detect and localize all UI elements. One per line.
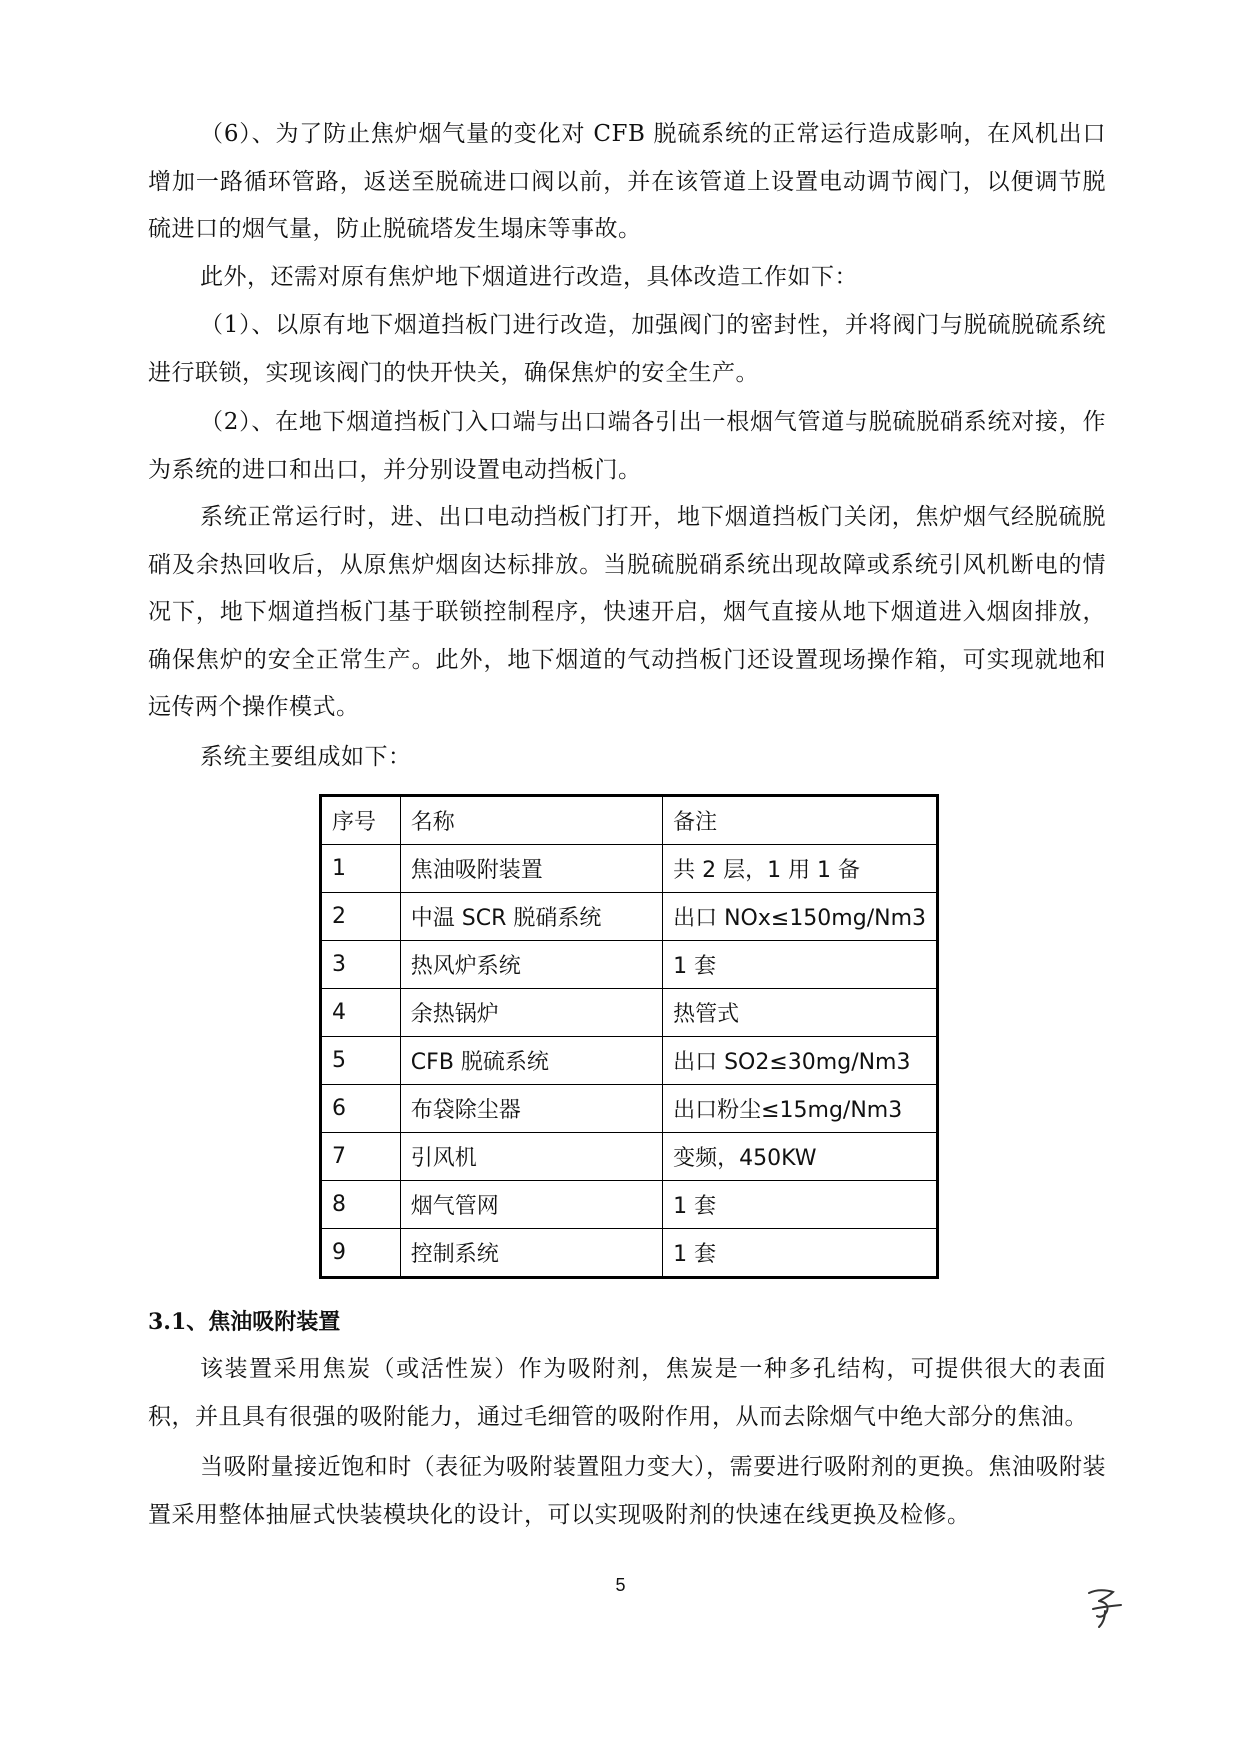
- table-cell: 7: [321, 1133, 401, 1181]
- table-row: [321, 1133, 938, 1181]
- table-row: [321, 845, 938, 893]
- handwritten-signature-icon: [1083, 1585, 1129, 1631]
- table-cell: 热风炉系统: [400, 941, 662, 989]
- page-number: 5: [615, 1575, 626, 1595]
- table-cell: 布袋除尘器: [400, 1085, 662, 1133]
- paragraph-table-intro: 系统主要组成如下：: [200, 744, 412, 770]
- paragraph-normal-operation: 系统正常运行时，进、出口电动挡板门打开，地下烟道挡板门关闭，焦炉烟气经脱硫脱硝及余热回收后，从原焦炉烟囱达标排放。当脱硫脱硝系统出现故障或系统引风机断电的情况下，地下烟道挡板门基于联锁控制程序，快速开启，烟气直接从地下烟道进入烟囱排放，确保焦炉的安全正常生产。此外，地下烟道的气动挡板门还设置现场操作箱，可实现就地和远传两个操作模式。: [148, 504, 1106, 720]
- table-row: [321, 1037, 938, 1085]
- table-header-row: [321, 796, 938, 845]
- table-cell: 1: [321, 845, 401, 893]
- table-cell: 余热锅炉: [400, 989, 662, 1037]
- table-row: [321, 941, 938, 989]
- section-heading: 3.1、焦油吸附装置: [148, 1309, 341, 1335]
- table-cell: 出口 NOx≤150mg/Nm3: [663, 893, 938, 941]
- paragraph-adsorbent-replacement: 当吸附量接近饱和时（表征为吸附装置阻力变大），需要进行吸附剂的更换。焦油吸附装置采用整体抽屉式快装模块化的设计，可以实现吸附剂的快速在线更换及检修。: [148, 1454, 1106, 1528]
- table-cell: CFB 脱硫系统: [400, 1037, 662, 1085]
- table-cell: 控制系统: [400, 1229, 662, 1278]
- paragraph-damper-modification: （1）、以原有地下烟道挡板门进行改造，加强阀门的密封性，并将阀门与脱硫脱硫系统进行联锁，实现该阀门的快开快关，确保焦炉的安全生产。: [148, 312, 1106, 386]
- table-cell: 9: [321, 1229, 401, 1278]
- table-row: [321, 1229, 938, 1278]
- table-cell: 8: [321, 1181, 401, 1229]
- table-cell: 变频，450KW: [663, 1133, 938, 1181]
- table-cell: 5: [321, 1037, 401, 1085]
- table-row: [321, 893, 938, 941]
- table-cell: 烟气管网: [400, 1181, 662, 1229]
- table-cell: 4: [321, 989, 401, 1037]
- table-cell: 共 2 层，1 用 1 备: [663, 845, 938, 893]
- table-header-cell: 序号: [321, 796, 401, 845]
- table-row: [321, 1181, 938, 1229]
- table-cell: 6: [321, 1085, 401, 1133]
- paragraph-adsorbent: 该装置采用焦炭（或活性炭）作为吸附剂，焦炭是一种多孔结构，可提供很大的表面积，并且具有很强的吸附能力，通过毛细管的吸附作用，从而去除烟气中绝大部分的焦油。: [148, 1356, 1106, 1430]
- paragraph-flue-gas-pipe: （2）、在地下烟道挡板门入口端与出口端各引出一根烟气管道与脱硫脱硝系统对接，作为系统的进口和出口，并分别设置电动挡板门。: [148, 409, 1106, 483]
- system-components-table: [319, 794, 939, 1279]
- table-header-cell: 备注: [663, 796, 938, 845]
- table-row: [321, 1085, 938, 1133]
- table-cell: 1 套: [663, 1181, 938, 1229]
- table-cell: 出口粉尘≤15mg/Nm3: [663, 1085, 938, 1133]
- table-cell: 热管式: [663, 989, 938, 1037]
- paragraph-circulation-pipe: （6）、为了防止焦炉烟气量的变化对 CFB 脱硫系统的正常运行造成影响，在风机出口增加一路循环管路，返送至脱硫进口阀以前，并在该管道上设置电动调节阀门，以便调节脱硫进口的烟气量，防止脱硫塔发生塌床等事故。: [148, 121, 1106, 242]
- table-cell: 中温 SCR 脱硝系统: [400, 893, 662, 941]
- table-cell: 1 套: [663, 941, 938, 989]
- paragraph-flue-modification-intro: 此外，还需对原有焦炉地下烟道进行改造，具体改造工作如下：: [200, 264, 858, 290]
- table-cell: 出口 SO2≤30mg/Nm3: [663, 1037, 938, 1085]
- table-row: [321, 989, 938, 1037]
- table-cell: 焦油吸附装置: [400, 845, 662, 893]
- table-cell: 3: [321, 941, 401, 989]
- table-cell: 2: [321, 893, 401, 941]
- table-cell: 引风机: [400, 1133, 662, 1181]
- table-header-cell: 名称: [400, 796, 662, 845]
- table-cell: 1 套: [663, 1229, 938, 1278]
